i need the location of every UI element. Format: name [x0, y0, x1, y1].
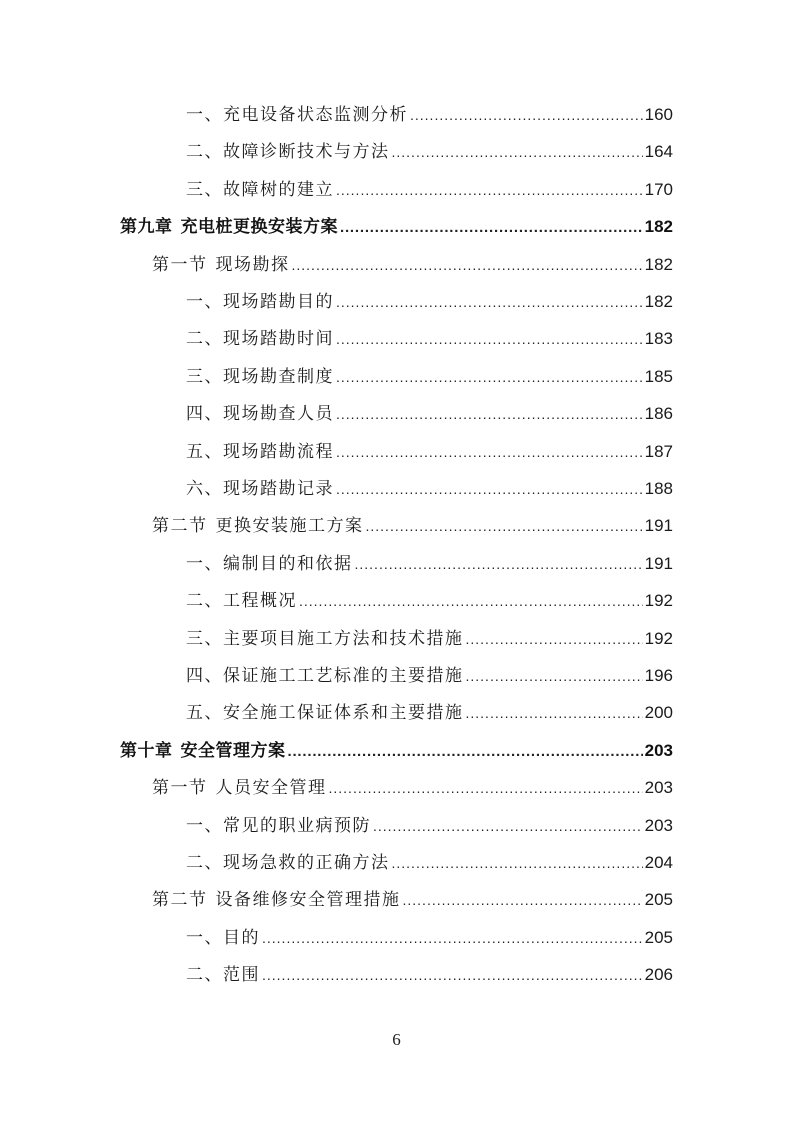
toc-entry-title: 人员安全管理 [215, 778, 327, 798]
dot-leader [340, 214, 643, 242]
toc-entry-page: 192 [644, 629, 673, 648]
toc-entry-section[interactable] [152, 512, 673, 540]
toc-entry-page: 182 [644, 255, 673, 274]
toc-entry-number: 三、 [186, 367, 223, 387]
toc-entry-title: 现场踏勘目的 [223, 292, 334, 312]
toc-entry-page: 170 [644, 180, 673, 199]
toc-entry-number: 二、 [186, 142, 223, 162]
toc-entry-title: 现场踏勘记录 [223, 479, 334, 499]
dot-leader [355, 550, 643, 578]
toc-entry-page: 203 [644, 741, 673, 760]
dot-leader [392, 849, 643, 877]
dot-leader [336, 400, 643, 428]
dot-leader [336, 176, 643, 204]
dot-leader [336, 475, 643, 503]
toc-entry-section[interactable] [152, 251, 673, 279]
toc-entry-item[interactable] [186, 325, 673, 353]
dot-leader [288, 738, 643, 766]
toc-entry-label [186, 325, 334, 353]
toc-entry-item[interactable] [186, 438, 673, 466]
toc-entry-label [186, 176, 334, 204]
toc-entry-number: 一、 [186, 554, 223, 574]
toc-entry-number: 第二节 [152, 890, 208, 910]
toc-entry-number: 四、 [186, 666, 223, 686]
toc-entry-label [186, 363, 334, 391]
toc-entry-page: 182 [644, 217, 673, 236]
toc-entry-item[interactable] [186, 176, 673, 204]
toc-entry-title: 故障树的建立 [223, 180, 334, 200]
dot-leader [262, 961, 643, 989]
dot-leader [262, 924, 643, 952]
toc-entry-title: 安全管理方案 [180, 741, 286, 761]
toc-entry-item[interactable] [186, 550, 673, 578]
toc-entry-label [152, 774, 327, 802]
toc-entry-item[interactable] [186, 812, 673, 840]
dot-leader [403, 886, 643, 914]
dot-leader [336, 363, 643, 391]
toc-entry-page: 164 [644, 142, 673, 161]
toc-entry-title: 保证施工工艺标准的主要措施 [223, 666, 464, 686]
toc-entry-page: 185 [644, 367, 673, 386]
toc-entry-number: 五、 [186, 703, 223, 723]
toc-entry-label [186, 961, 260, 989]
toc-entry-title: 现场勘查制度 [223, 367, 334, 387]
toc-entry-item[interactable] [186, 101, 673, 129]
toc-entry-page: 204 [644, 853, 673, 872]
dot-leader [336, 325, 643, 353]
toc-entry-page: 200 [644, 703, 673, 722]
dot-leader [292, 251, 643, 279]
toc-entry-label [186, 550, 353, 578]
toc-entry-item[interactable] [186, 961, 673, 989]
toc-entry-title: 故障诊断技术与方法 [223, 142, 390, 162]
toc-entry-label [186, 400, 334, 428]
toc-entry-label [186, 812, 371, 840]
toc-entry-title: 工程概况 [223, 591, 297, 611]
toc-entry-item[interactable] [186, 138, 673, 166]
toc-entry-title: 目的 [223, 928, 260, 948]
toc-entry-page: 203 [644, 816, 673, 835]
dot-leader [466, 699, 643, 727]
toc-entry-label [186, 662, 464, 690]
dot-leader [466, 662, 643, 690]
dot-leader [299, 587, 643, 615]
dot-leader [336, 288, 643, 316]
toc-entry-number: 第九章 [120, 217, 173, 237]
toc-entry-page: 205 [644, 890, 673, 909]
toc-entry-title: 范围 [223, 965, 260, 985]
toc-entry-chapter[interactable] [120, 213, 673, 241]
toc-entry-item[interactable] [186, 288, 673, 316]
toc-entry-title: 现场急救的正确方法 [223, 853, 390, 873]
toc-entry-item[interactable] [186, 363, 673, 391]
toc-entry-title: 常见的职业病预防 [223, 816, 371, 836]
toc-entry-item[interactable] [186, 475, 673, 503]
toc-entry-title: 安全施工保证体系和主要措施 [223, 703, 464, 723]
toc-entry-title: 编制目的和依据 [223, 554, 353, 574]
toc-entry-page: 183 [644, 329, 673, 348]
toc-entry-number: 二、 [186, 965, 223, 985]
toc-entry-item[interactable] [186, 587, 673, 615]
toc-entry-page: 160 [644, 105, 673, 124]
toc-entry-label [186, 438, 334, 466]
toc-entry-number: 第一节 [152, 778, 208, 798]
toc-entry-number: 五、 [186, 442, 223, 462]
toc-entry-number: 三、 [186, 629, 223, 649]
dot-leader [336, 438, 643, 466]
toc-entry-page: 187 [644, 442, 673, 461]
dot-leader [366, 512, 643, 540]
toc-entry-number: 一、 [186, 928, 223, 948]
toc-entry-number: 一、 [186, 292, 223, 312]
toc-entry-title: 充电设备状态监测分析 [223, 105, 408, 125]
toc-entry-label [152, 512, 364, 540]
toc-entry-label [186, 138, 390, 166]
dot-leader [466, 625, 643, 653]
toc-entry-number: 二、 [186, 591, 223, 611]
toc-entry-section[interactable] [152, 886, 673, 914]
toc-entry-label [186, 625, 464, 653]
toc-entry-label [152, 886, 401, 914]
toc-entry-number: 一、 [186, 105, 223, 125]
toc-entry-label [120, 737, 286, 765]
toc-entry-item[interactable] [186, 400, 673, 428]
toc-entry-page: 203 [644, 778, 673, 797]
toc-entry-page: 205 [644, 928, 673, 947]
toc-entry-number: 二、 [186, 853, 223, 873]
toc-entry-page: 196 [644, 666, 673, 685]
dot-leader [392, 138, 643, 166]
toc-entry-number: 第一节 [152, 255, 208, 275]
toc-entry-page: 186 [644, 404, 673, 423]
toc-entry-item[interactable] [186, 625, 673, 653]
dot-leader [373, 812, 643, 840]
toc-entry-item[interactable] [186, 924, 673, 952]
toc-entry-label [186, 849, 390, 877]
toc-entry-page: 188 [644, 479, 673, 498]
toc-entry-page: 191 [644, 554, 673, 573]
toc-entry-label [186, 101, 408, 129]
toc-entry-number: 二、 [186, 329, 223, 349]
toc-entry-title: 现场踏勘流程 [223, 442, 334, 462]
toc-entry-number: 第二节 [152, 516, 208, 536]
toc-entry-title: 更换安装施工方案 [215, 516, 364, 536]
toc-entry-page: 206 [644, 965, 673, 984]
toc-entry-chapter[interactable] [120, 737, 673, 765]
toc-entry-number: 一、 [186, 816, 223, 836]
toc-entry-label [152, 251, 290, 279]
toc-entry-page: 191 [644, 516, 673, 535]
toc-entry-item[interactable] [186, 699, 673, 727]
toc-entry-page: 182 [644, 292, 673, 311]
toc-entry-title: 充电桩更换安装方案 [180, 217, 338, 237]
toc-entry-page: 192 [644, 591, 673, 610]
toc-entry-title: 设备维修安全管理措施 [215, 890, 401, 910]
toc-entry-label [186, 475, 334, 503]
toc-entry-label [120, 213, 338, 241]
dot-leader [410, 101, 643, 129]
toc-entry-title: 现场踏勘时间 [223, 329, 334, 349]
toc-entry-item[interactable] [186, 849, 673, 877]
toc-entry-number: 四、 [186, 404, 223, 424]
toc-entry-label [186, 699, 464, 727]
toc-entry-number: 第十章 [120, 741, 173, 761]
toc-entry-section[interactable] [152, 774, 673, 802]
toc-entry-label [186, 924, 260, 952]
toc-entry-title: 现场勘查人员 [223, 404, 334, 424]
toc-entry-label [186, 288, 334, 316]
page-number: 6 [392, 1030, 401, 1049]
toc-entry-label [186, 587, 297, 615]
toc-entry-number: 三、 [186, 180, 223, 200]
toc-entry-number: 六、 [186, 479, 223, 499]
toc-entry-title: 主要项目施工方法和技术措施 [223, 629, 464, 649]
toc-entry-item[interactable] [186, 662, 673, 690]
dot-leader [329, 774, 643, 802]
toc-entry-title: 现场勘探 [215, 255, 290, 275]
